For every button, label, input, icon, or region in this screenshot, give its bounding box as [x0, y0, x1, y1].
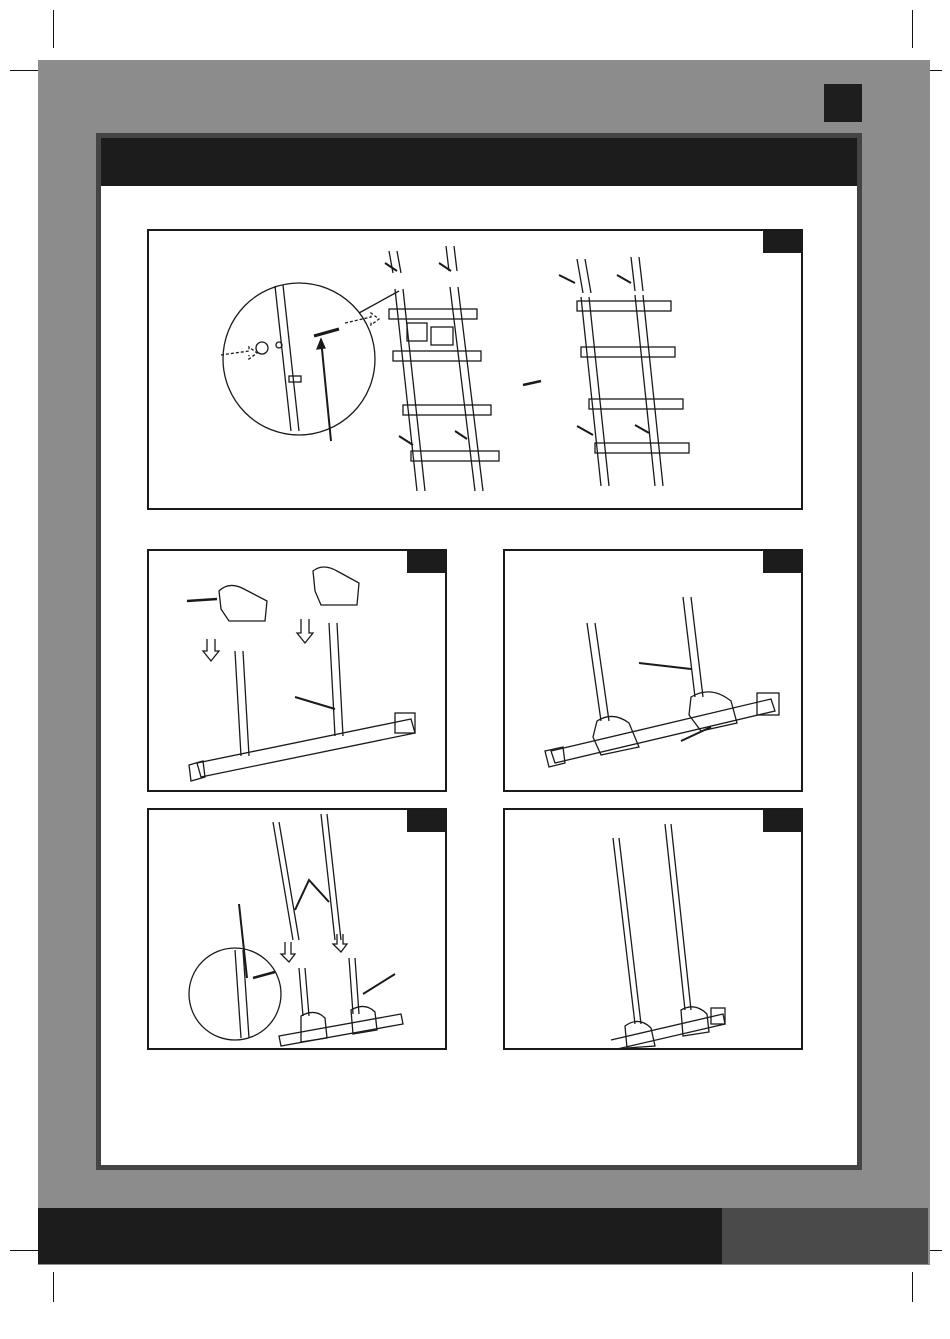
step-1-panel: [147, 229, 803, 510]
step-4-panel: [147, 808, 447, 1050]
base-assembly-illustration: [505, 551, 801, 790]
step-2-panel: [147, 549, 447, 792]
crop-mark: [53, 10, 54, 48]
footer-tab: [722, 1208, 928, 1264]
crop-mark: [912, 10, 913, 48]
completed-base-illustration: [505, 810, 801, 1048]
ladder-assembly-illustration: [149, 231, 801, 508]
footer-bar: [38, 1208, 722, 1264]
base-caps-illustration: [149, 551, 445, 790]
crop-mark: [53, 1272, 54, 1302]
upright-poles-illustration: [149, 810, 445, 1048]
step-3-panel: [503, 549, 803, 792]
step-5-panel: [503, 808, 803, 1050]
page-number-tab: [824, 84, 862, 122]
header-bar: [101, 138, 857, 186]
crop-mark: [10, 1250, 40, 1251]
crop-mark: [10, 70, 40, 71]
crop-mark: [912, 1272, 913, 1302]
